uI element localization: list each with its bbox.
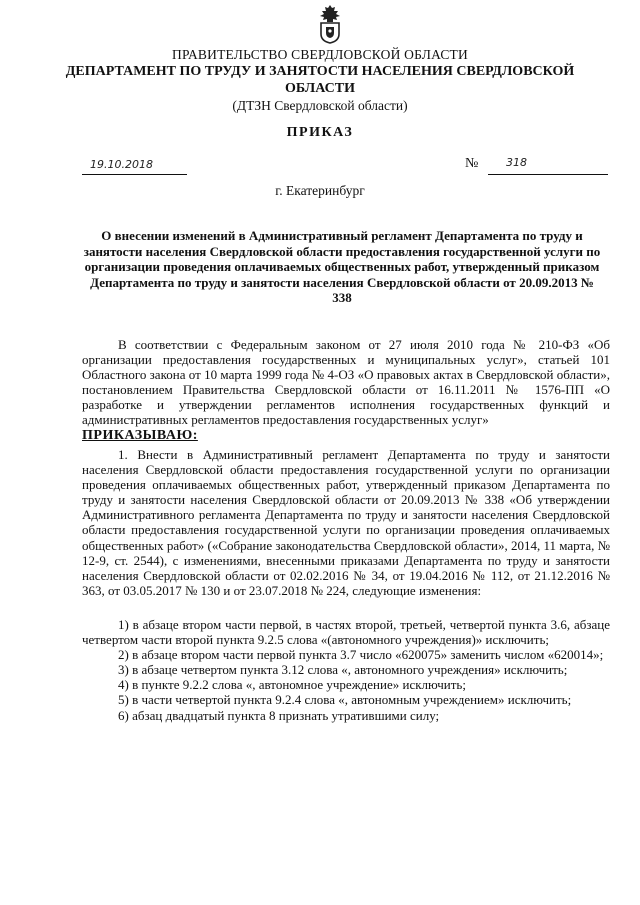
number-label: № [465,156,479,171]
header-government: ПРАВИТЕЛЬСТВО СВЕРДЛОВСКОЙ ОБЛАСТИ [172,47,468,62]
list-item: 2) в абзаце втором части первой пункта 3.7 число «620075» заменить числом «620014»; [118,647,604,663]
header-abbreviation: (ДТЗН Свердловской области) [232,98,408,113]
header-department-cont: ОБЛАСТИ [285,81,355,96]
list-item: 4) в пункте 9.2.2 слова «, автономное учреждение» исключить; [118,677,466,693]
number-value: 318 [506,156,527,169]
date-value: 19.10.2018 [90,158,153,171]
number-field [488,158,608,175]
list-item: 6) абзац двадцатый пункта 8 признать утратившими силу; [118,707,440,723]
header-department: ДЕПАРТАМЕНТ ПО ТРУДУ И ЗАНЯТОСТИ НАСЕЛЕНИЯ СВЕРДЛОВСКОЙ [65,64,575,79]
city-line: г. Екатеринбург [275,183,365,198]
order-title: ПРИКАЗ [286,125,354,140]
subitems-list [82,617,610,723]
list-item: 3) в абзаце четвертом пункта 3.12 слова «, автономного учреждения» исключить; [118,662,568,678]
coat-of-arms-emblem [316,4,344,44]
list-item: 5) в части четвертой пункта 9.2.4 слова «, автономным учреждением» исключить; [118,692,572,708]
decree-heading: ПРИКАЗЫВАЮ: [82,428,198,443]
list-item: 1) в абзаце втором части первой, в частях второй, третьей, четвертой пункта 3.6, абзаце четвертом части второй пункта 9.2.5 слова «(автономного учреждения)» исключить; [82,617,610,648]
item-1-paragraph: 1. Внести в Административный регламент Департамента по труду и занятости населения Свердловской области предоставления государственной услуги по организации проведения оплачиваемых общественных работ, утвержденный приказом Департамента по труду и занятости населения Свердловской области от 20.09.2013 № 338 «Об утверждении Административного регламента Департамента по труду и занятости населения Свердловской области предоставления государственной услуги по организации проведения оплачиваемых общественных работ» («Собрание законодательства Свердловской области», 2014, 11 марта, № 12-9, ст. 2544), с изменениями, внесенными приказами Департамента по труду и занятости населения Свердловской области от 02.02.2016 № 34, от 19.04.2016 № 112, от 21.12.2016 № 363, от 03.05.2017 № 130 и от 23.07.2018 № 224, следующие изменения: [82,447,610,598]
intro-paragraph: В соответствии с Федеральным законом от 27 июля 2010 года № 210-ФЗ «Об организации предоставления государственных и муниципальных услуг», статьей 101 Областного закона от 10 марта 1999 года № 4-ОЗ «О правовых актах в Свердловской области», постановлением Правительства Свердловской области от 16.11.2011 № 1576-ПП «О разработке и утверждении регламентов исполнения государственных функций и административных регламентов предоставления государственных услуг» [82,337,610,428]
date-field [82,158,187,175]
order-subject: О внесении изменений в Административный регламент Департамента по труду и занятости населения Свердловской области предоставления государственной услуги по организации проведения оплачиваемых общественных работ, утвержденный приказом Департамента по труду и занятости населения Свердловской области от 20.09.2013 № 338 [83,228,601,305]
